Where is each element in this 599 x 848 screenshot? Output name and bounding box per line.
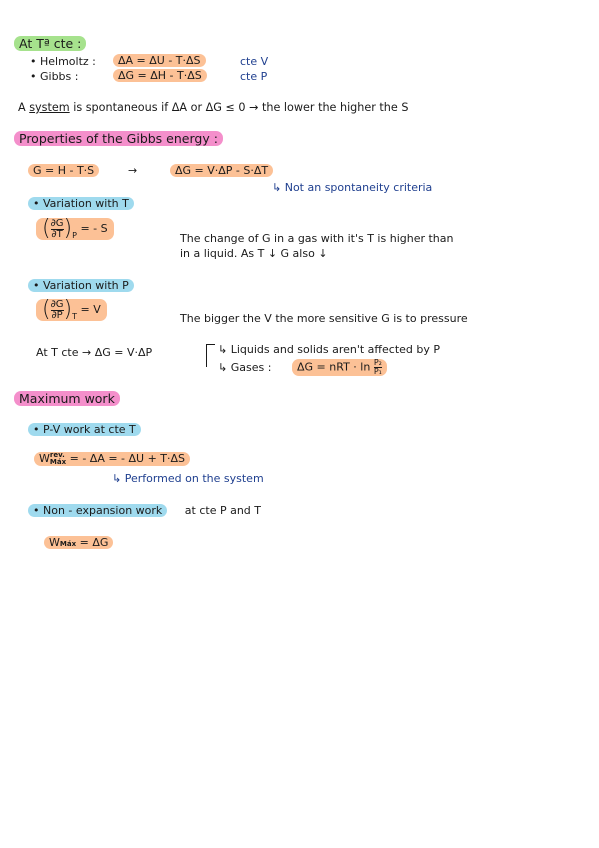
gibbs-equation: ΔG = ΔH - T·ΔS bbox=[113, 69, 207, 82]
spontaneity-statement bbox=[18, 101, 408, 114]
denominator: ∂T bbox=[51, 228, 63, 240]
p1: P₁ bbox=[373, 367, 382, 376]
bullet: • bbox=[33, 423, 40, 436]
non-expansion-condition: at cte P and T bbox=[184, 504, 261, 517]
arrow: → bbox=[128, 164, 138, 177]
pressure-ratio bbox=[374, 359, 382, 376]
w-symbol: W bbox=[39, 452, 50, 465]
spontaneity-prefix: A bbox=[18, 101, 26, 114]
denominator: ∂P bbox=[51, 309, 63, 321]
variation-p-label bbox=[28, 279, 134, 292]
variation-p-label-text: Variation with P bbox=[43, 279, 129, 292]
right-paren: ) bbox=[63, 216, 73, 241]
gibbs-label: • Gibbs : bbox=[30, 70, 79, 83]
properties-heading: Properties of the Gibbs energy : bbox=[14, 131, 223, 146]
non-expansion-row bbox=[28, 504, 261, 517]
wmax-dg-equation bbox=[44, 536, 113, 549]
bracket bbox=[206, 344, 215, 367]
wmax-equation: = ΔG bbox=[79, 536, 109, 549]
helmoltz-condition: cte V bbox=[240, 55, 269, 68]
dg-equation: ΔG = V·ΔP - S·ΔT bbox=[170, 164, 273, 177]
liquids-note: ↳ Liquids and solids aren't affected by P bbox=[218, 343, 441, 356]
gibbs-definition: G = H - T·S bbox=[28, 164, 99, 177]
pv-work-label bbox=[28, 423, 141, 436]
maximum-work-heading: Maximum work bbox=[14, 391, 120, 406]
gibbs-condition: cte P bbox=[240, 70, 268, 83]
bullet: • bbox=[33, 504, 40, 517]
numerator: ∂G bbox=[50, 217, 64, 229]
at-t-cte-heading: At Tª cte : bbox=[14, 36, 86, 51]
performed-note: ↳ Performed on the system bbox=[112, 472, 264, 485]
variation-t-text-line-1: The change of G in a gas with it's T is higher than bbox=[180, 232, 454, 245]
rhs: = V bbox=[80, 303, 101, 316]
wmax-rev-equation bbox=[34, 452, 190, 466]
variation-t-label bbox=[28, 197, 134, 210]
left-paren: ( bbox=[42, 216, 51, 241]
spontaneity-system: system bbox=[29, 101, 70, 114]
left-paren: ( bbox=[42, 297, 51, 322]
non-expansion-label bbox=[28, 504, 167, 517]
variation-t-label-text: Variation with T bbox=[43, 197, 129, 210]
w-sup-sub bbox=[50, 452, 66, 466]
right-paren: ) bbox=[63, 297, 73, 322]
subscript: P bbox=[72, 231, 77, 240]
partial-fraction bbox=[51, 300, 64, 321]
variation-t-text-line-2: in a liquid. As T ↓ G also ↓ bbox=[180, 247, 328, 260]
gases-equation bbox=[292, 359, 387, 376]
variation-t-equation bbox=[36, 218, 114, 240]
partial-fraction bbox=[51, 219, 64, 240]
variation-p-text: The bigger the V the more sensitive G is to pressure bbox=[180, 312, 468, 325]
spontaneity-rest: is spontaneous if ΔA or ΔG ≤ 0 → the lower the higher the S bbox=[73, 101, 409, 114]
bullet: • bbox=[33, 279, 40, 292]
gases-label: ↳ Gases : bbox=[218, 361, 272, 374]
numerator: ∂G bbox=[50, 298, 64, 310]
at-t-cte-line: At T cte → ΔG = V·ΔP bbox=[36, 346, 153, 359]
spontaneity-note: ↳ Not an spontaneity criteria bbox=[272, 181, 433, 194]
bullet: • bbox=[33, 197, 40, 210]
gases-equation-text: ΔG = nRT · ln bbox=[297, 360, 371, 374]
helmoltz-label: • Helmoltz : bbox=[30, 55, 96, 68]
variation-p-equation bbox=[36, 299, 107, 321]
non-expansion-label-text: Non - expansion work bbox=[43, 504, 163, 517]
w-sub: Máx bbox=[49, 458, 67, 466]
wmax-sub: Máx bbox=[59, 540, 77, 548]
rhs: = - S bbox=[80, 222, 108, 235]
w-sup: rev. bbox=[49, 451, 65, 459]
helmoltz-equation: ΔA = ΔU - T·ΔS bbox=[113, 54, 206, 67]
w-equation: = - ΔA = - ΔU + T·ΔS bbox=[69, 452, 186, 465]
p2: P₂ bbox=[373, 358, 382, 367]
pv-work-label-text: P-V work at cte T bbox=[43, 423, 136, 436]
subscript: T bbox=[72, 312, 77, 321]
wmax-symbol: W bbox=[49, 536, 60, 549]
